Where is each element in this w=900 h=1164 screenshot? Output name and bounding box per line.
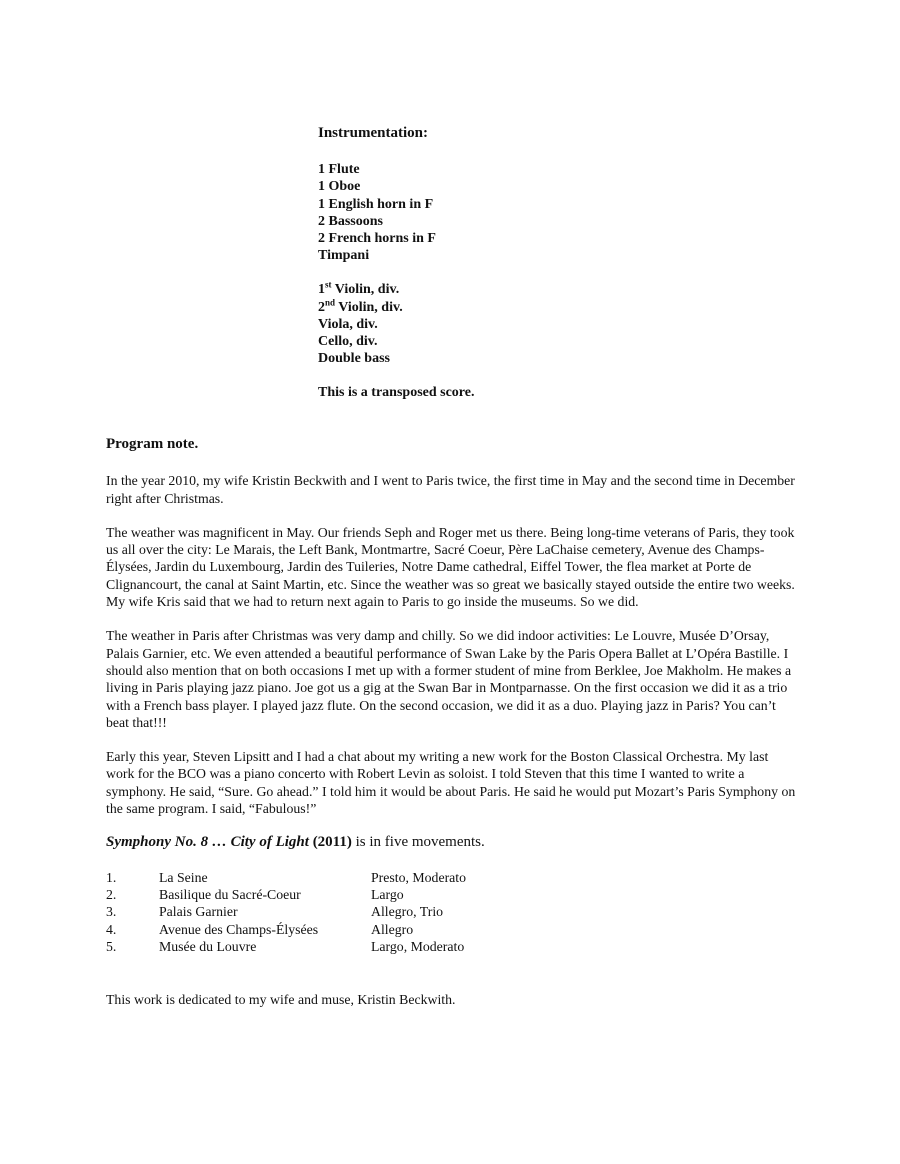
movement-number: 5.: [106, 938, 117, 954]
symphony-heading: [106, 834, 796, 851]
movement-number: 4.: [106, 921, 117, 937]
symphony-title: Symphony No. 8 … City of Light: [106, 834, 309, 851]
paragraph: The weather in Paris after Christmas was very damp and chilly. So we did indoor activities: Le Louvre, Musée D’Orsay, Palais Garnier, etc. We even attended a beautiful performance of Swan Lake by the Paris Opera Ballet at L’Opéra Bastille. I should also mention that on both occasions I met up with a former student of mine from Berklee, Joe Makholm. He makes a living in Paris playing jazz piano. Joe got us a gig at the Swan Bar in Montparnasse. On the first occasion we did it as a trio with a French bass player. I played jazz flute. On the second occasion, we did it as a duo. Playing jazz in Paris? You can’t beat that!!!: [106, 628, 792, 730]
instrument-line: 1 Flute: [318, 162, 360, 178]
symphony-description: is in five movements.: [351, 834, 485, 851]
movement-name: Avenue des Champs-Élysées: [159, 921, 319, 937]
movement-row: [106, 921, 796, 938]
movement-name: Musée du Louvre: [159, 938, 257, 954]
movement-number: 3.: [106, 904, 117, 920]
movement-tempo: Allegro: [371, 921, 414, 937]
instrumentation-heading: Instrumentation:: [318, 125, 429, 141]
instrument-line: Viola, div.: [318, 316, 378, 332]
instrument-line: Double bass: [318, 351, 390, 367]
symphony-year: (2011): [308, 834, 352, 851]
dedication: This work is dedicated to my wife and muse, Kristin Beckwith.: [106, 992, 456, 1008]
instrument-line: 2nd Violin, div.: [318, 296, 403, 315]
movement-name: Palais Garnier: [159, 904, 238, 920]
movement-name: La Seine: [159, 869, 208, 885]
movement-name: Basilique du Sacré-Coeur: [159, 886, 301, 902]
movement-row: [106, 869, 796, 886]
program-note-title: Program note.: [106, 436, 199, 452]
transposed-score-note: This is a transposed score.: [318, 385, 475, 401]
movement-tempo: Largo, Moderato: [371, 938, 465, 954]
movement-tempo: Largo: [371, 886, 404, 902]
movement-tempo: Allegro, Trio: [371, 904, 444, 920]
paragraph: In the year 2010, my wife Kristin Beckwith and I went to Paris twice, the first time in May and the second time in December right after Christmas.: [106, 473, 795, 506]
instrumentation-section: [318, 125, 718, 402]
program-note-section: [106, 436, 796, 1025]
paragraph: Early this year, Steven Lipsitt and I had a chat about my writing a new work for the Boston Classical Orchestra. My last work for the BCO was a piano concerto with Robert Levin as soloist. I told Steven that this time I wanted to write a symphony. He said, “Sure. Go ahead.” I told him it would be about Paris. He said he would put Mozart’s Paris Symphony on the same program. I said, “Fabulous!”: [106, 749, 796, 817]
movement-list: [106, 869, 796, 955]
movement-number: 2.: [106, 886, 117, 902]
instrument-line: 1 Oboe: [318, 179, 361, 195]
instrument-line: Cello, div.: [318, 334, 378, 350]
paragraph: The weather was magnificent in May. Our friends Seph and Roger met us there. Being long-time veterans of Paris, they took us all over the city: Le Marais, the Left Bank, Montmartre, Sacré Coeur, Père LaChaise cemetery, Avenue des Champs-Élysées, Jardin du Luxembourg, Jardin des Tuileries, Notre Dame cathedral, Eiffel Tower, the flea market at Porte de Clignancourt, the canal at Saint Martin, etc. Since the weather was so great we basically stayed outside the entire two weeks. My wife Kris said that we had to return next again to Paris to go inside the museums. So we did.: [106, 524, 795, 610]
instrument-line: 2 French horns in F: [318, 231, 436, 247]
instrument-line: Timpani: [318, 248, 370, 264]
instrument-line: 1 English horn in F: [318, 196, 434, 212]
movement-row: [106, 886, 796, 903]
instrument-line: 2 Bassoons: [318, 213, 383, 229]
movement-row: [106, 938, 796, 955]
instrument-line: 1st Violin, div.: [318, 279, 400, 298]
movement-tempo: Presto, Moderato: [371, 869, 467, 885]
movement-number: 1.: [106, 869, 117, 885]
movement-row: [106, 903, 796, 920]
